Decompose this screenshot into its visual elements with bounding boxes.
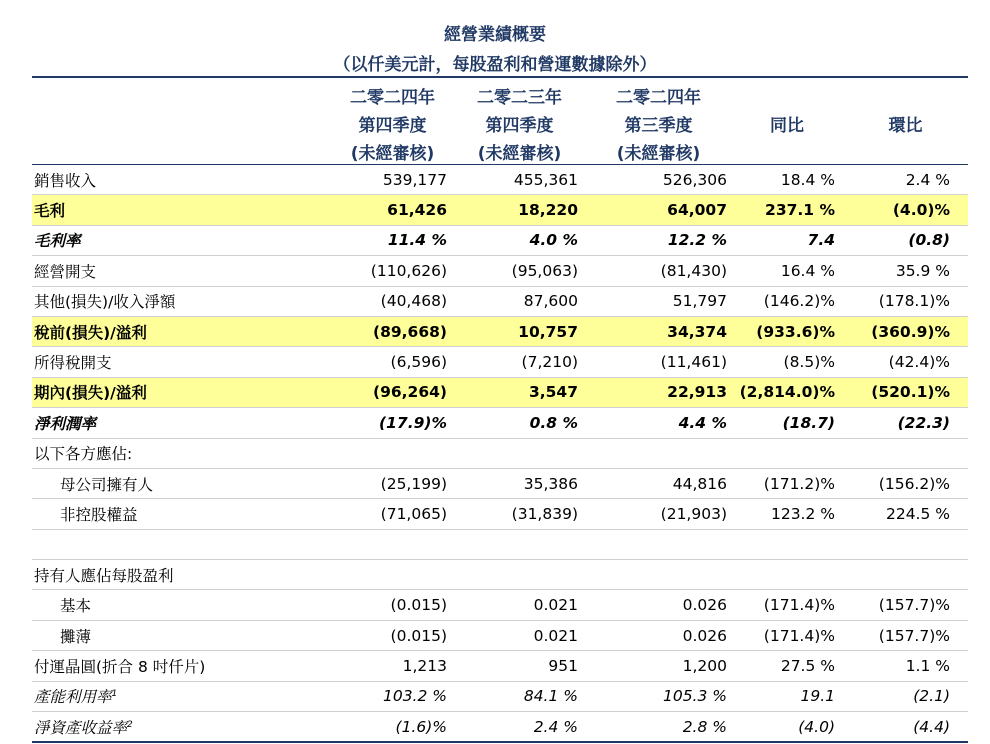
cell-value: (171.4)%: [731, 590, 843, 620]
cell-value: (171.2)%: [731, 468, 843, 498]
col-header-q4-2023-line2: 第四季度: [485, 116, 554, 136]
row-label: 銷售收入: [32, 165, 332, 195]
cell-value: (156.2)%: [843, 468, 968, 498]
cell-value: (2,814.0)%: [731, 377, 843, 407]
row-label: 其他(損失)/收入淨額: [32, 286, 332, 316]
header-row-1: [32, 80, 968, 108]
col-header-q4-2023-line3: (未經審核): [453, 136, 586, 165]
table-row-roe: [32, 712, 968, 743]
cell-value: 2.4 %: [843, 165, 968, 195]
cell-value: [843, 529, 968, 559]
cell-value: (31,839): [453, 499, 586, 529]
cell-value: 0.026: [586, 620, 731, 650]
header-rule: [32, 76, 968, 78]
cell-value: 237.1 %: [731, 195, 843, 225]
footnote-marker: 1: [111, 689, 118, 700]
footnote-marker: 2: [127, 719, 133, 730]
cell-value: 87,600: [453, 286, 586, 316]
cell-value: [586, 529, 731, 559]
col-header-q4-2024-line1: 二零二四年: [350, 88, 435, 108]
cell-value: (71,065): [332, 499, 453, 529]
cell-value: (42.4)%: [843, 347, 968, 377]
cell-value: 1,200: [586, 651, 731, 681]
col-header-qoq: 環比: [888, 116, 923, 136]
cell-value: (0.015): [332, 620, 453, 650]
cell-value: 61,426: [332, 195, 453, 225]
col-header-q4-2023-line1: 二零二三年: [477, 88, 562, 108]
cell-value: (0.015): [332, 590, 453, 620]
cell-value: 1,213: [332, 651, 453, 681]
cell-value: [731, 529, 843, 559]
row-label: 淨資產收益率$^2$: [32, 712, 332, 743]
cell-value: (22.3): [843, 408, 968, 438]
col-header-q3-2024-line3: (未經審核): [586, 136, 731, 165]
row-label: 以下各方應佔:: [32, 438, 332, 468]
cell-value: 44,816: [586, 468, 731, 498]
table-row-capacity-utilization: [32, 681, 968, 711]
table-row-wafer-shipments: [32, 651, 968, 681]
row-label: 產能利用率$^1$: [32, 681, 332, 711]
table-row-operating-expenses: [32, 256, 968, 286]
cell-value: [731, 560, 843, 590]
cell-value: (25,199): [332, 468, 453, 498]
cell-value: 4.4 %: [586, 408, 731, 438]
header-row-2: [32, 108, 968, 136]
cell-value: (18.7): [731, 408, 843, 438]
cell-value: 1.1 %: [843, 651, 968, 681]
col-header-q3-2024-line1: 二零二四年: [616, 88, 701, 108]
row-label: 毛利: [32, 195, 332, 225]
table-row-owners-of-parent: [32, 468, 968, 498]
cell-value: (4.0): [731, 712, 843, 743]
table-row-eps-diluted: [32, 620, 968, 650]
cell-value: 526,306: [586, 165, 731, 195]
cell-value: [453, 560, 586, 590]
cell-value: 951: [453, 651, 586, 681]
cell-value: (95,063): [453, 256, 586, 286]
table-row-non-controlling-interests: [32, 499, 968, 529]
row-label: 期內(損失)/溢利: [32, 377, 332, 407]
cell-value: 18,220: [453, 195, 586, 225]
cell-value: 7.4: [731, 225, 843, 255]
cell-value: 2.4 %: [453, 712, 586, 743]
cell-value: 18.4 %: [731, 165, 843, 195]
cell-value: 123.2 %: [731, 499, 843, 529]
report-title: 經營業績概要: [444, 25, 546, 45]
cell-value: (178.1)%: [843, 286, 968, 316]
row-label: 淨利潤率: [32, 408, 332, 438]
cell-value: (1.6)%: [332, 712, 453, 743]
cell-value: (171.4)%: [731, 620, 843, 650]
cell-value: [332, 529, 453, 559]
row-label: 稅前(損失)/溢利: [32, 316, 332, 346]
row-label: 持有人應佔每股盈利: [32, 560, 332, 590]
row-label: 付運晶圓(折合 8 吋仟片): [32, 651, 332, 681]
cell-value: (4.4): [843, 712, 968, 743]
cell-value: 11.4 %: [332, 225, 453, 255]
table-row-net-margin: [32, 408, 968, 438]
row-label: 基本: [32, 590, 332, 620]
cell-value: 0.8 %: [453, 408, 586, 438]
cell-value: (0.8): [843, 225, 968, 255]
cell-value: 2.8 %: [586, 712, 731, 743]
row-label: 毛利率: [32, 225, 332, 255]
header-row-3: [32, 136, 968, 165]
cell-value: (96,264): [332, 377, 453, 407]
table-row-revenue: [32, 165, 968, 195]
cell-value: (89,668): [332, 316, 453, 346]
table-row-gross-margin: [32, 225, 968, 255]
cell-value: [332, 560, 453, 590]
cell-value: (21,903): [586, 499, 731, 529]
cell-value: (81,430): [586, 256, 731, 286]
cell-value: (7,210): [453, 347, 586, 377]
table-row-eps-basic: [32, 590, 968, 620]
cell-value: (2.1): [843, 681, 968, 711]
cell-value: [586, 438, 731, 468]
cell-value: 84.1 %: [453, 681, 586, 711]
cell-value: [332, 438, 453, 468]
cell-value: 51,797: [586, 286, 731, 316]
table-row-eps-heading: [32, 560, 968, 590]
row-label: 非控股權益: [32, 499, 332, 529]
cell-value: (933.6)%: [731, 316, 843, 346]
cell-value: 22,913: [586, 377, 731, 407]
cell-value: (520.1)%: [843, 377, 968, 407]
cell-value: (360.9)%: [843, 316, 968, 346]
row-label: 攤薄: [32, 620, 332, 650]
cell-value: [843, 438, 968, 468]
cell-value: [453, 438, 586, 468]
table-row-income-tax: [32, 347, 968, 377]
cell-value: 539,177: [332, 165, 453, 195]
report-subtitle: （以仟美元計，每股盈利和營運數據除外）: [333, 55, 657, 75]
cell-value: (157.7)%: [843, 620, 968, 650]
row-label: 所得稅開支: [32, 347, 332, 377]
cell-value: [843, 560, 968, 590]
cell-value: 224.5 %: [843, 499, 968, 529]
cell-value: (146.2)%: [731, 286, 843, 316]
cell-value: 64,007: [586, 195, 731, 225]
cell-value: (6,596): [332, 347, 453, 377]
cell-value: 35,386: [453, 468, 586, 498]
cell-value: 35.9 %: [843, 256, 968, 286]
cell-value: [453, 529, 586, 559]
col-header-q4-2024-line3: (未經審核): [332, 136, 453, 165]
cell-value: 0.026: [586, 590, 731, 620]
cell-value: (157.7)%: [843, 590, 968, 620]
cell-value: [731, 438, 843, 468]
cell-value: 3,547: [453, 377, 586, 407]
cell-value: (40,468): [332, 286, 453, 316]
cell-value: (17.9)%: [332, 408, 453, 438]
col-header-q3-2024-line2: 第三季度: [624, 116, 693, 136]
cell-value: 103.2 %: [332, 681, 453, 711]
cell-value: [586, 560, 731, 590]
row-label: 母公司擁有人: [32, 468, 332, 498]
cell-value: (4.0)%: [843, 195, 968, 225]
cell-value: 10,757: [453, 316, 586, 346]
table-row-spacer: [32, 529, 968, 559]
cell-value: 16.4 %: [731, 256, 843, 286]
cell-value: 19.1: [731, 681, 843, 711]
cell-value: 105.3 %: [586, 681, 731, 711]
cell-value: 12.2 %: [586, 225, 731, 255]
row-label: 經營開支: [32, 256, 332, 286]
row-label: [32, 529, 332, 559]
col-header-yoy: 同比: [770, 116, 804, 136]
cell-value: 34,374: [586, 316, 731, 346]
table-row-other-income-net: [32, 286, 968, 316]
table-row-profit-before-tax: [32, 316, 968, 346]
cell-value: (110,626): [332, 256, 453, 286]
cell-value: 0.021: [453, 620, 586, 650]
results-table: [32, 80, 968, 743]
table-row-attributable-to: [32, 438, 968, 468]
table-row-period-profit: [32, 377, 968, 407]
cell-value: (8.5)%: [731, 347, 843, 377]
col-header-q4-2024-line2: 第四季度: [358, 116, 427, 136]
cell-value: 0.021: [453, 590, 586, 620]
cell-value: 4.0 %: [453, 225, 586, 255]
cell-value: 27.5 %: [731, 651, 843, 681]
table-row-gross-profit: [32, 195, 968, 225]
cell-value: 455,361: [453, 165, 586, 195]
cell-value: (11,461): [586, 347, 731, 377]
